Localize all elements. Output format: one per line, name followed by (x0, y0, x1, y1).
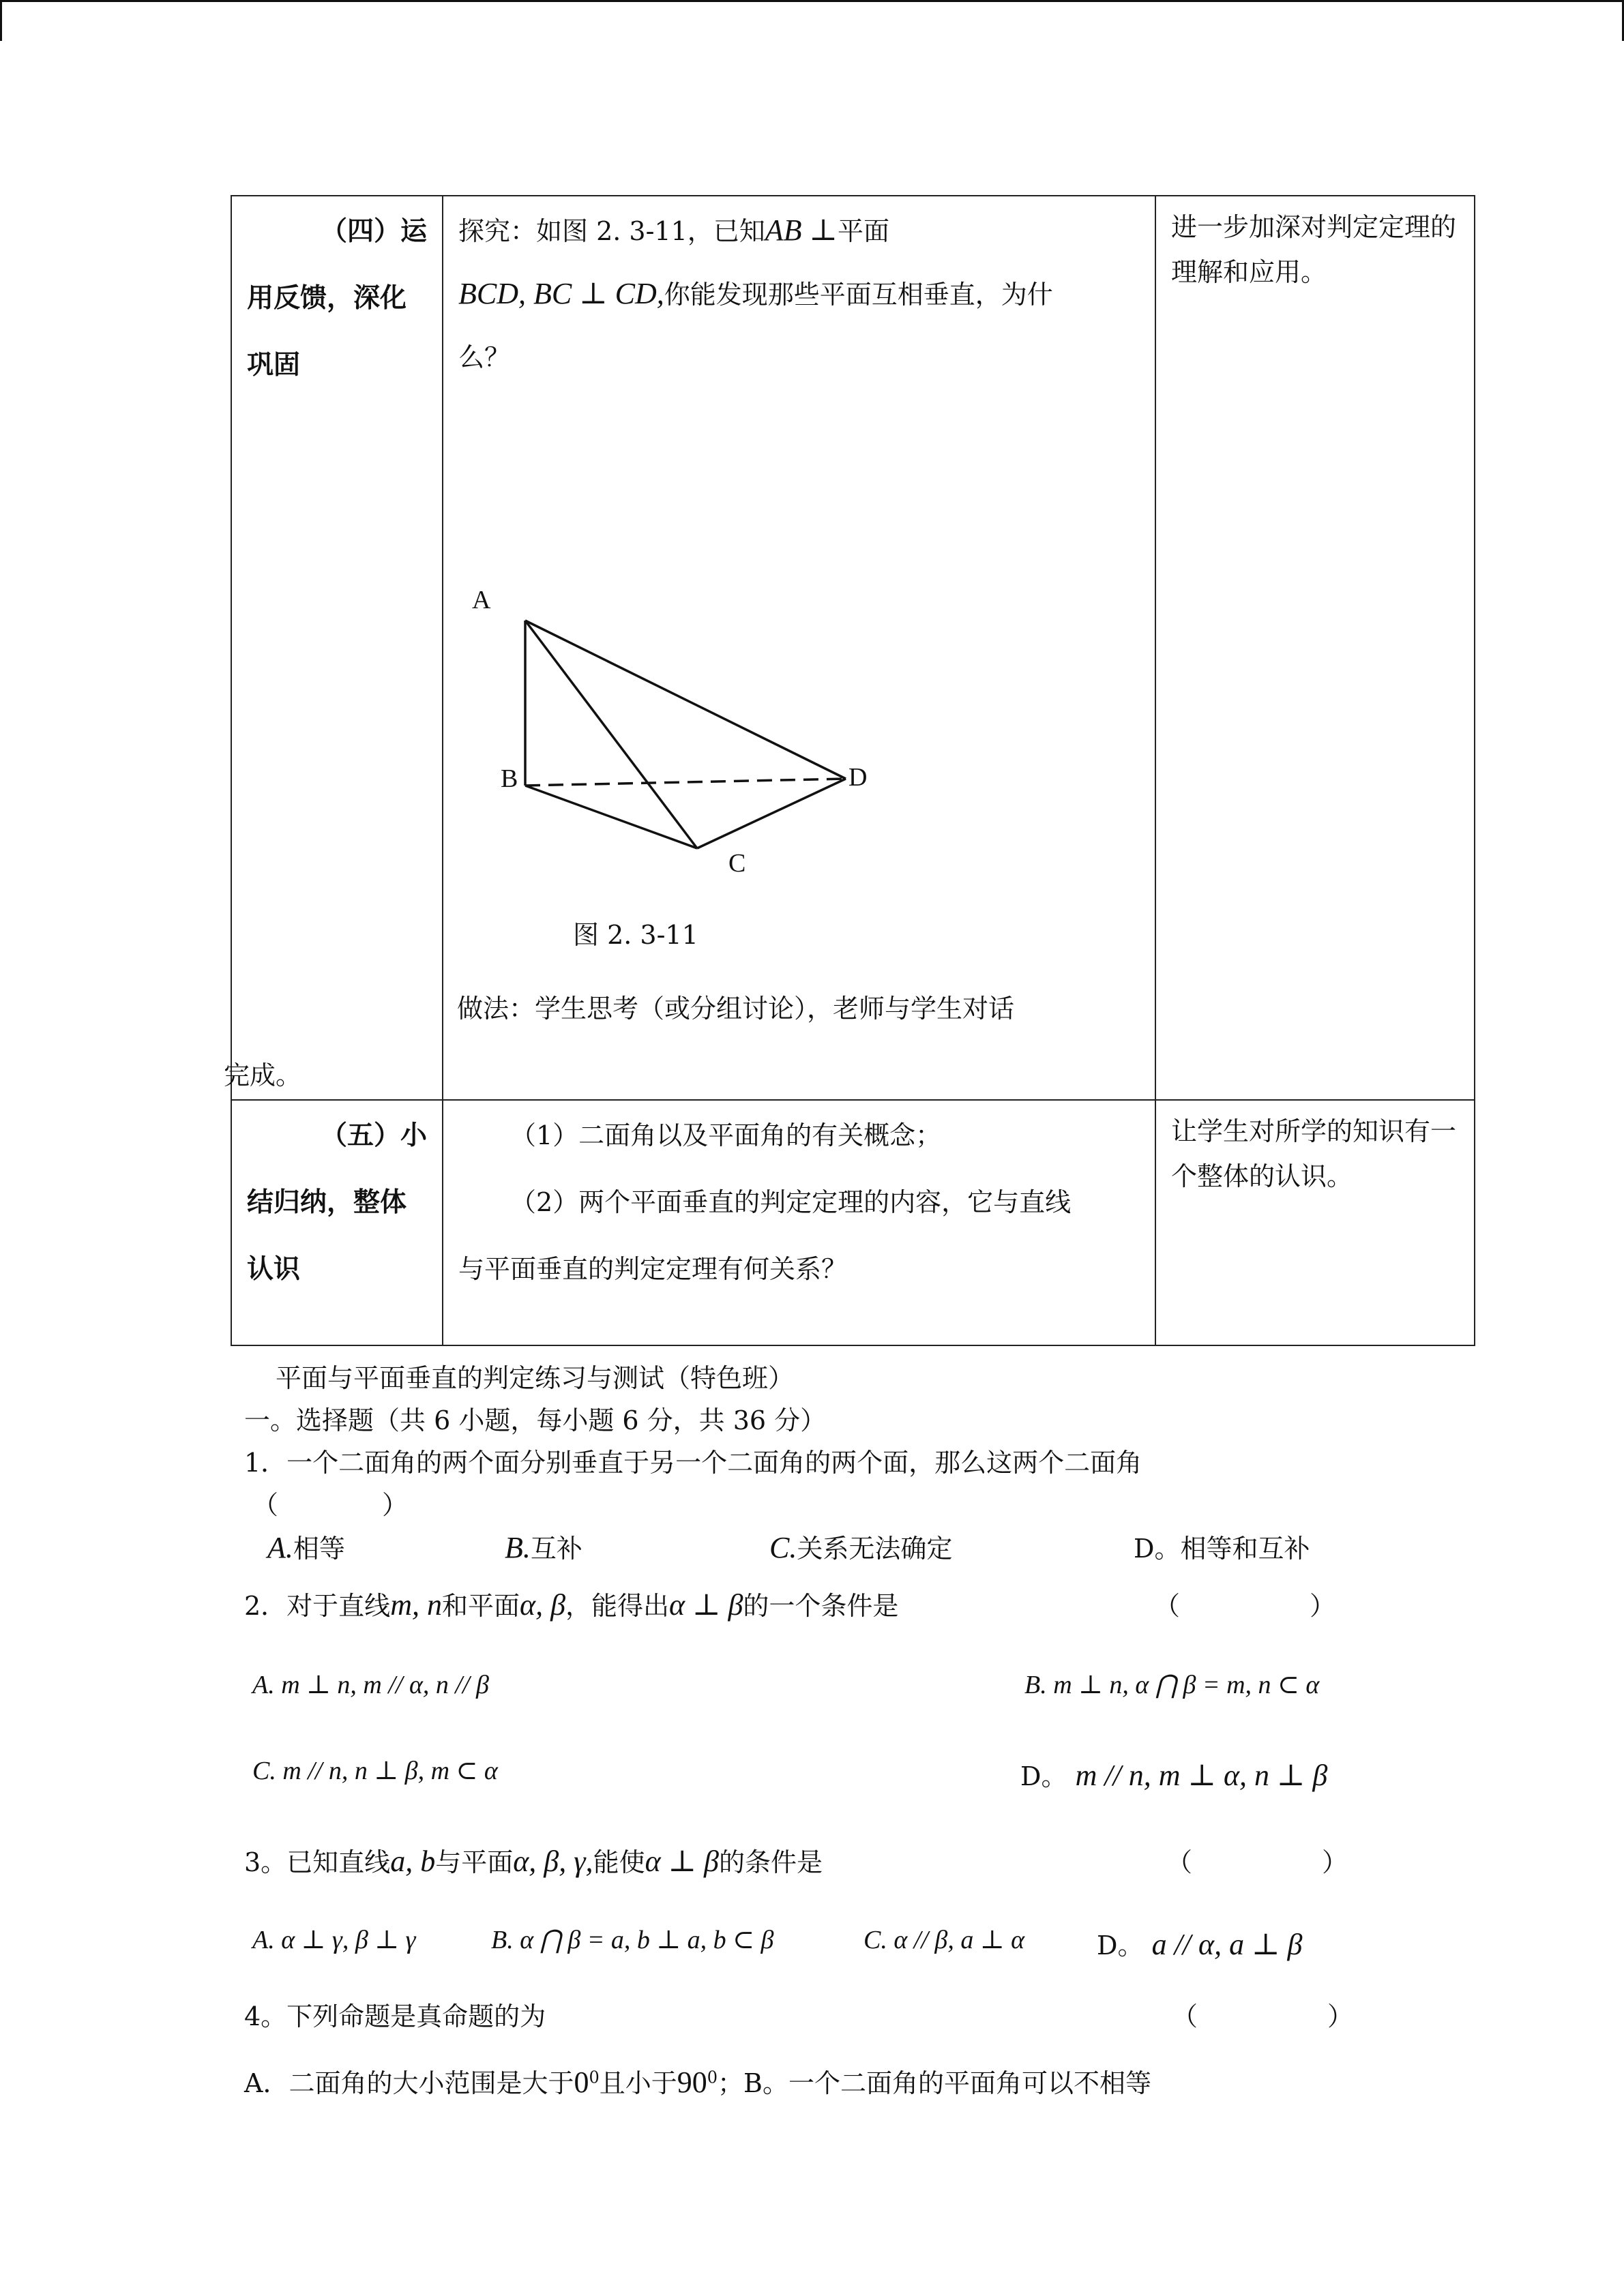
q1-option-d: D。相等和互补 (1134, 1534, 1310, 1564)
explore-line3: 么？ (458, 342, 511, 372)
q3-option-d: D。 a // α, a ⊥ β (1097, 1928, 1303, 1961)
label-b: B (501, 764, 518, 793)
left-edge-mark (0, 0, 2, 41)
q1-option-c: C.关系无法确定 (769, 1531, 953, 1564)
content-cell-5 (443, 1100, 1155, 1345)
label-a: A (472, 586, 491, 614)
note-cell-4 (1155, 196, 1475, 1100)
stage-5-line2: 结归纳，整体 (247, 1187, 407, 1218)
explore-suffix1: 平面 (837, 216, 889, 246)
summary-item2-line2: 与平面垂直的判定定理有何关系？ (458, 1254, 848, 1284)
q4-paren: （ ） (1172, 2001, 1354, 2031)
explore-prefix: 探究：如图 2. 3-11，已知 (458, 216, 765, 246)
label-c: C (728, 849, 746, 878)
q1-option-a: A.相等 (267, 1531, 345, 1564)
q2-option-c: C. m // n, n ⊥ β, m ⊂ α (252, 1757, 498, 1785)
note-5: 让学生对所学的知识有一个整体的认识。 (1171, 1116, 1457, 1191)
note-4: 进一步加深对判定定理的理解和应用。 (1171, 212, 1457, 287)
q3-paren: （ ） (1166, 1847, 1348, 1877)
q1-stem: 1．一个二面角的两个面分别垂直于另一个二面角的两个面，那么这两个二面角 (244, 1448, 1142, 1478)
q3-option-a: A. α ⊥ γ, β ⊥ γ (252, 1926, 416, 1954)
explore-math-bcd: BCD, BC ⊥ CD, (458, 277, 664, 310)
q2-paren: （ ） (1154, 1591, 1336, 1621)
stage-4-line1: （四）运 (320, 215, 427, 247)
stage-4-line2: 用反馈，深化 (247, 282, 407, 314)
q2-stem: 2．对于直线m, n和平面α, β，能得出α ⊥ β的一个条件是 (244, 1588, 899, 1622)
stage-5-line3: 认识 (247, 1253, 301, 1285)
q2-option-d: D。 m // n, m ⊥ α, n ⊥ β (1020, 1759, 1328, 1792)
stage-5-line1: （五）小 (320, 1120, 427, 1151)
note-cell-5 (1155, 1100, 1475, 1345)
q2-option-b: B. m ⊥ n, α ⋂ β = m, n ⊂ α (1024, 1671, 1320, 1699)
section-choice: 一。选择题（共 6 小题，每小题 6 分，共 36 分） (244, 1405, 827, 1435)
stage-4-line3: 巩固 (247, 349, 301, 381)
q4-stem: 4。下列命题是真命题的为 (244, 2001, 546, 2031)
q3-option-b: B. α ⋂ β = a, b ⊥ a, b ⊂ β (491, 1926, 774, 1954)
explore-suffix2: 你能发现那些平面互相垂直，为什 (664, 280, 1053, 310)
q2-option-a: A. m ⊥ n, m // α, n // β (252, 1671, 489, 1699)
label-d: D (848, 763, 868, 792)
summary-item1: （1）二面角以及平面角的有关概念； (510, 1120, 942, 1150)
edge-ad (525, 621, 846, 779)
figure-caption: 图 2. 3-11 (573, 920, 698, 950)
q1-paren: （ ） (252, 1490, 409, 1520)
method-line2: 完成。 (224, 1060, 302, 1090)
q3-option-c: C. α // β, a ⊥ α (863, 1926, 1025, 1954)
top-border-line (0, 0, 1624, 2)
summary-item2-line1: （2）两个平面垂直的判定定理的内容，它与直线 (510, 1187, 1072, 1217)
exercise-title: 平面与平面垂直的判定练习与测试（特色班） (276, 1363, 795, 1393)
method-text (224, 975, 1139, 1109)
q3-stem: 3。已知直线a, b与平面α, β, γ,能使α ⊥ β的条件是 (244, 1845, 823, 1878)
edge-cd (697, 779, 846, 848)
edge-bd-dashed (525, 779, 846, 786)
edge-bc (525, 786, 697, 848)
q1-option-b: B.互补 (505, 1531, 582, 1564)
method-line1: 做法：学生思考（或分组讨论），老师与学生对话 (457, 994, 1015, 1024)
edge-ac (525, 621, 697, 848)
table-row-summary (231, 1100, 1475, 1345)
figure-2-3-11 (231, 566, 913, 893)
q4-option-ab: A．二面角的大小范围是大于$0^0$且小于$90^0$；B。一个二面角的平面角可以不相等 (244, 2066, 1151, 2099)
explore-math-ab: AB ⊥ (765, 213, 838, 247)
stage-cell-5 (231, 1100, 443, 1345)
